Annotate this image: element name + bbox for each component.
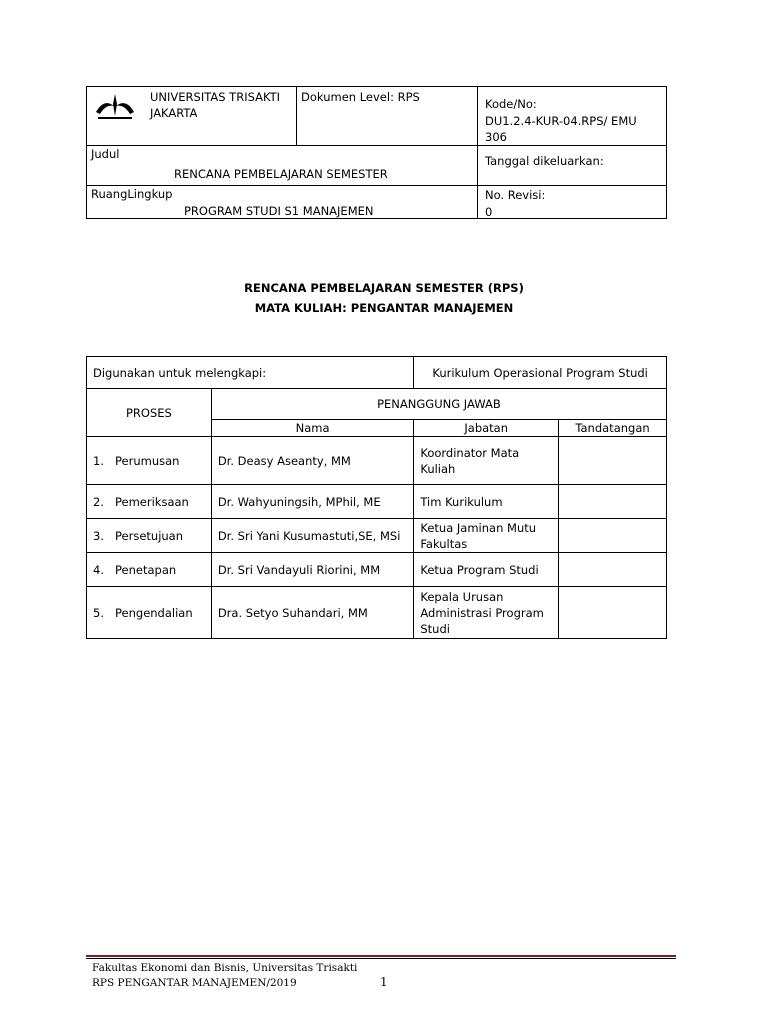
proses-header: PROSES (87, 389, 212, 437)
kode-value: DU1.2.4-KUR-04.RPS/ EMU (485, 114, 637, 128)
tanggal-label: Tanggal dikeluarkan: (485, 154, 604, 168)
proses-cell (87, 587, 212, 639)
proses-name: Penetapan (115, 562, 177, 577)
row-number: 1. (93, 453, 104, 468)
proses-name: Pengendalian (115, 605, 193, 620)
ruang-lingkup-value: PROGRAM STUDI S1 MANAJEMEN (184, 204, 374, 218)
nama-cell: Dra. Setyo Suhandari, MM (211, 587, 414, 639)
ruang-lingkup-label: RuangLingkup (91, 187, 173, 201)
proses-cell (87, 553, 212, 587)
jabatan-line: Tim Kurikulum (420, 494, 503, 509)
row-number: 4. (93, 562, 104, 577)
revisi-value: 0 (485, 205, 493, 219)
table-row (87, 437, 667, 485)
page-number: 1 (380, 975, 388, 989)
university-logo (94, 92, 136, 122)
university-name: UNIVERSITAS TRISAKTI (150, 90, 281, 104)
nama-cell: Dr. Sri Vandayuli Riorini, MM (211, 553, 414, 587)
jabatan-line: Ketua Program Studi (420, 562, 539, 577)
kode-label: Kode/No: (485, 97, 537, 111)
table-row (87, 587, 667, 639)
penanggung-jawab-header: PENANGGUNG JAWAB (211, 389, 666, 420)
proses-name: Perumusan (115, 453, 180, 468)
proses-cell (87, 437, 212, 485)
course-title: MATA KULIAH: PENGANTAR MANAJEMEN (254, 301, 514, 315)
jabatan-cell (414, 437, 559, 485)
jabatan-line: Kepala Urusan (420, 589, 504, 604)
judul-label: Judul (91, 147, 120, 161)
responsibility-table (86, 356, 667, 639)
nama-cell: Dr. Sri Yani Kusumastuti,SE, MSi (211, 519, 414, 553)
jabatan-cell (414, 519, 559, 553)
judul-value: RENCANA PEMBELAJARAN SEMESTER (174, 167, 388, 181)
table-header-row (87, 389, 667, 420)
tandatangan-column-header: Tandatangan (559, 420, 667, 437)
nama-cell: Dr. Wahyuningsih, MPhil, ME (211, 485, 414, 519)
jabatan-line: Administrasi Program (420, 605, 544, 620)
table-row (87, 519, 667, 553)
jabatan-cell (414, 587, 559, 639)
jabatan-line: Kuliah (420, 461, 456, 476)
proses-cell (87, 485, 212, 519)
jabatan-cell (414, 553, 559, 587)
tandatangan-cell (559, 519, 667, 553)
nama-column-header: Nama (211, 420, 414, 437)
table-row (87, 485, 667, 519)
digunakan-label: Digunakan untuk melengkapi: (87, 357, 414, 389)
document-level: Dokumen Level: RPS (301, 90, 420, 104)
jabatan-line: Ketua Jaminan Mutu (420, 520, 537, 535)
tandatangan-cell (559, 587, 667, 639)
jabatan-line: Studi (420, 621, 450, 636)
table-row-digunakan (87, 357, 667, 389)
document-title: RENCANA PEMBELAJARAN SEMESTER (RPS) (244, 281, 524, 295)
proses-name: Pemeriksaan (115, 494, 189, 509)
footer-rule (86, 955, 676, 957)
footer-faculty: Fakultas Ekonomi dan Bisnis, Universitas Trisakti (92, 962, 358, 974)
tandatangan-cell (559, 437, 667, 485)
jabatan-column-header: Jabatan (414, 420, 559, 437)
proses-cell (87, 519, 212, 553)
tandatangan-cell (559, 553, 667, 587)
proses-name: Persetujuan (115, 528, 184, 543)
revisi-label: No. Revisi: (485, 188, 546, 202)
jabatan-line: Fakultas (420, 536, 468, 551)
tandatangan-cell (559, 485, 667, 519)
nama-cell: Dr. Deasy Aseanty, MM (211, 437, 414, 485)
footer-rule-thin (86, 958, 676, 959)
jabatan-cell (414, 485, 559, 519)
row-number: 2. (93, 494, 104, 509)
digunakan-value: Kurikulum Operasional Program Studi (414, 357, 667, 389)
row-number: 5. (93, 605, 104, 620)
kode-value-cont: 306 (485, 130, 507, 144)
jabatan-line: Koordinator Mata (420, 445, 520, 460)
row-number: 3. (93, 528, 104, 543)
table-row (87, 553, 667, 587)
footer-document: RPS PENGANTAR MANAJEMEN/2019 (92, 977, 297, 989)
university-city: JAKARTA (150, 106, 198, 120)
